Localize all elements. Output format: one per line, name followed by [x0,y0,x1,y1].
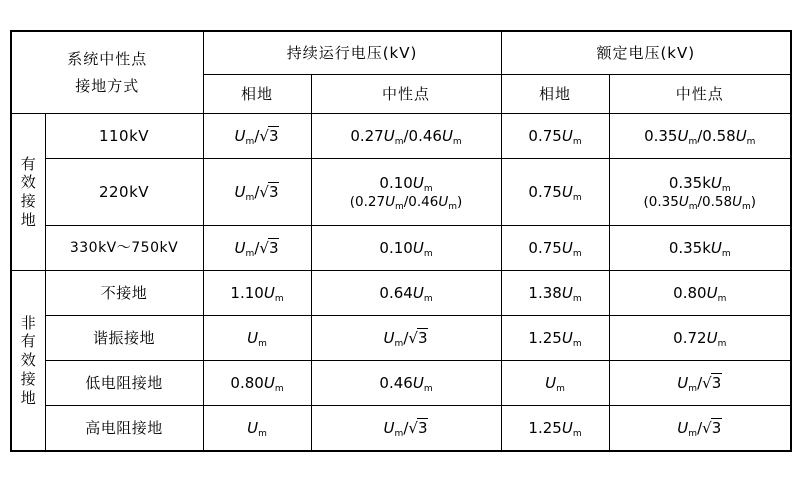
cell-r7-c1: $U_m$ [203,406,311,452]
row-label-110kv: 110kV [45,114,203,159]
voltage-spec-table [10,30,792,452]
row-label-resonant-grounded: 谐振接地 [45,316,203,361]
cell-r1-c1: $U_m/√3$ [203,114,311,159]
cell-r5-c2: $U_m/√3$ [311,316,501,361]
table-row [11,361,791,406]
cell-r7-c2: $U_m/√3$ [311,406,501,452]
header-rated-voltage: 额定电压(kV) [501,31,791,75]
side-label-effective-grounding: 有效接地 [11,114,45,271]
cell-r5-c1: $U_m$ [203,316,311,361]
cell-r6-c1: $0.80U_m$ [203,361,311,406]
cell-r3-c1: $U_m/√3$ [203,226,311,271]
table-row [11,114,791,159]
cell-r3-c3: $0.75U_m$ [501,226,609,271]
cell-r2-c1: $U_m/√3$ [203,159,311,226]
cell-r6-c2: $0.46U_m$ [311,361,501,406]
cell-r4-c2: $0.64U_m$ [311,271,501,316]
header-g2-neutral: 中性点 [609,75,791,114]
cell-r6-c4: $U_m/√3$ [609,361,791,406]
header-g2-phase-ground: 相地 [501,75,609,114]
cell-r5-c3: $1.25U_m$ [501,316,609,361]
cell-r7-c4: $U_m/√3$ [609,406,791,452]
row-label-330-750kv: 330kV～750kV [45,226,203,271]
row-label-220kv: 220kV [45,159,203,226]
header-g1-neutral: 中性点 [311,75,501,114]
cell-r5-c4: $0.72U_m$ [609,316,791,361]
cell-r2-c3: $0.75U_m$ [501,159,609,226]
cell-r3-c2: $0.10U_m$ [311,226,501,271]
cell-r1-c3: $0.75U_m$ [501,114,609,159]
table-row [11,226,791,271]
cell-r4-c4: $0.80U_m$ [609,271,791,316]
side-label-non-effective-grounding: 非有效接地 [11,271,45,452]
row-label-low-resistance-grounded: 低电阻接地 [45,361,203,406]
cell-r2-c2: $0.10U_m$ $(0.27U_m/0.46U_m)$ [311,159,501,226]
cell-r6-c3: $U_m$ [501,361,609,406]
cell-r4-c3: $1.38U_m$ [501,271,609,316]
table-row [11,406,791,452]
header-line-1: 系统中性点 [67,50,148,69]
header-line-2: 接地方式 [75,76,140,95]
table-header-row-1 [11,31,791,75]
table-row [11,159,791,226]
header-g1-phase-ground: 相地 [203,75,311,114]
table-row [11,316,791,361]
header-neutral-grounding [11,31,203,114]
cell-r4-c1: $1.10U_m$ [203,271,311,316]
row-label-high-resistance-grounded: 高电阻接地 [45,406,203,452]
cell-r7-c3: $1.25U_m$ [501,406,609,452]
cell-r3-c4: $0.35kU_m$ [609,226,791,271]
cell-r1-c2: $0.27U_m/0.46U_m$ [311,114,501,159]
row-label-ungrounded: 不接地 [45,271,203,316]
cell-r2-c4: $0.35kU_m$ $(0.35U_m/0.58U_m)$ [609,159,791,226]
table-row [11,271,791,316]
cell-r1-c4: $0.35U_m/0.58U_m$ [609,114,791,159]
header-continuous-operating-voltage: 持续运行电压(kV) [203,31,501,75]
